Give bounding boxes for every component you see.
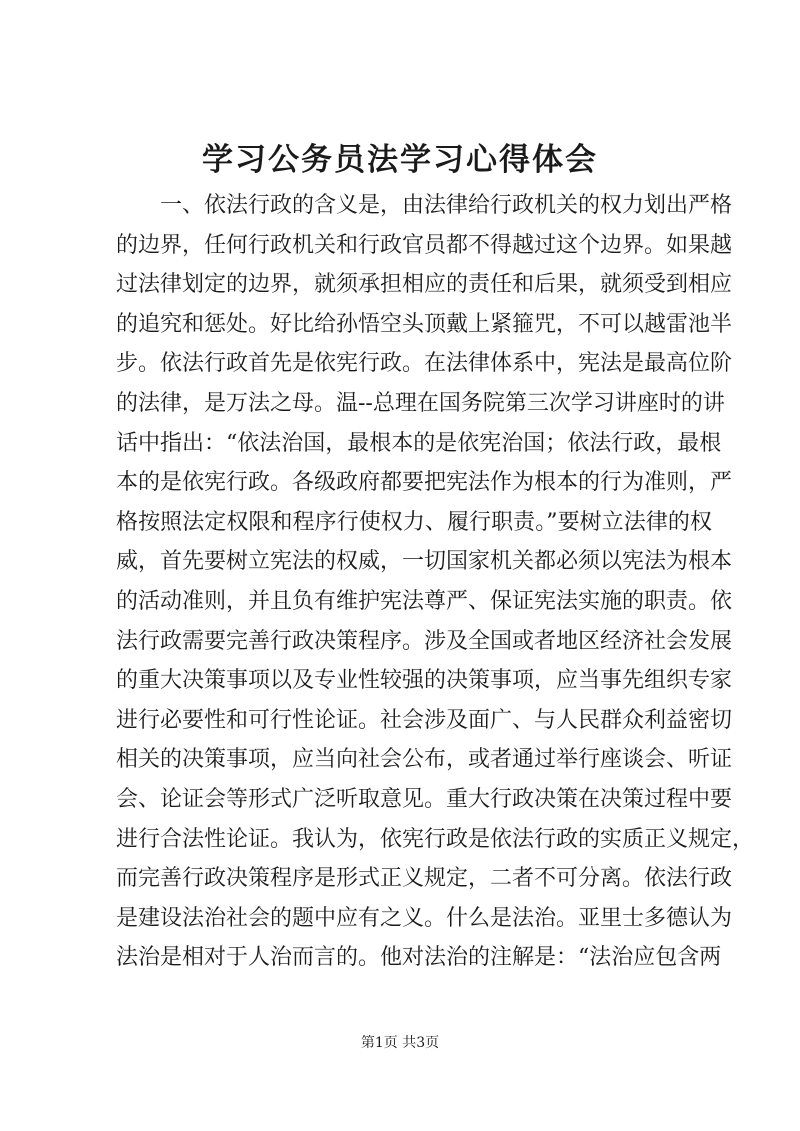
body-line: 本的是依宪行政。各级政府都要把宪法作为根本的行为准则，严 (116, 470, 733, 496)
body-line: 的追究和惩处。好比给孙悟空头顶戴上紧箍咒，不可以越雷池半 (116, 311, 733, 337)
document-title: 学习公务员法学习心得体会 (202, 142, 598, 178)
body-line: 话中指出：“依法治国，最根本的是依宪治国；依法行政，最根 (116, 430, 722, 456)
body-line: 的法律，是万法之母。温--总理在国务院第三次学习讲座时的讲 (116, 390, 725, 416)
body-line: 的活动准则，并且负有维护宪法尊严、保证宪法实施的职责。依 (116, 588, 733, 614)
body-line: 是建设法治社会的题中应有之义。什么是法治。亚里士多德认为 (116, 905, 733, 931)
document-body (116, 186, 755, 978)
body-line: 过法律划定的边界，就须承担相应的责任和后果，就须受到相应 (116, 272, 733, 298)
body-line: 的重大决策事项以及专业性较强的决策事项，应当事先组织专家 (116, 668, 733, 694)
body-line: 相关的决策事项，应当向社会公布，或者通过举行座谈会、听证 (116, 747, 733, 773)
body-line: 一、依法行政的含义是，由法律给行政机关的权力划出严格 (160, 193, 733, 218)
body-line: 会、论证会等形式广泛听取意见。重大行政决策在决策过程中要 (116, 786, 733, 812)
body-line: 法治是相对于人治而言的。他对法治的注解是：“法治应包含两 (116, 945, 722, 971)
body-line: 法行政需要完善行政决策程序。涉及全国或者地区经济社会发展 (116, 628, 733, 654)
body-line: 而完善行政决策程序是形式正义规定，二者不可分离。依法行政 (116, 866, 733, 892)
page-number-footer: 第1页 共3页 (360, 1035, 440, 1051)
body-line: 格按照法定权限和程序行使权力、履行职责。”要树立法律的权 (116, 509, 712, 535)
body-line: 的边界，任何行政机关和行政官员都不得越过这个边界。如果越 (116, 232, 733, 258)
body-line: 进行必要性和可行性论证。社会涉及面广、与人民群众利益密切 (116, 707, 733, 733)
body-line: 进行合法性论证。我认为，依宪行政是依法行政的实质正义规定， (116, 826, 755, 852)
body-line: 步。依法行政首先是依宪行政。在法律体系中，宪法是最高位阶 (116, 351, 733, 377)
body-line: 威，首先要树立宪法的权威，一切国家机关都必须以宪法为根本 (116, 549, 733, 575)
